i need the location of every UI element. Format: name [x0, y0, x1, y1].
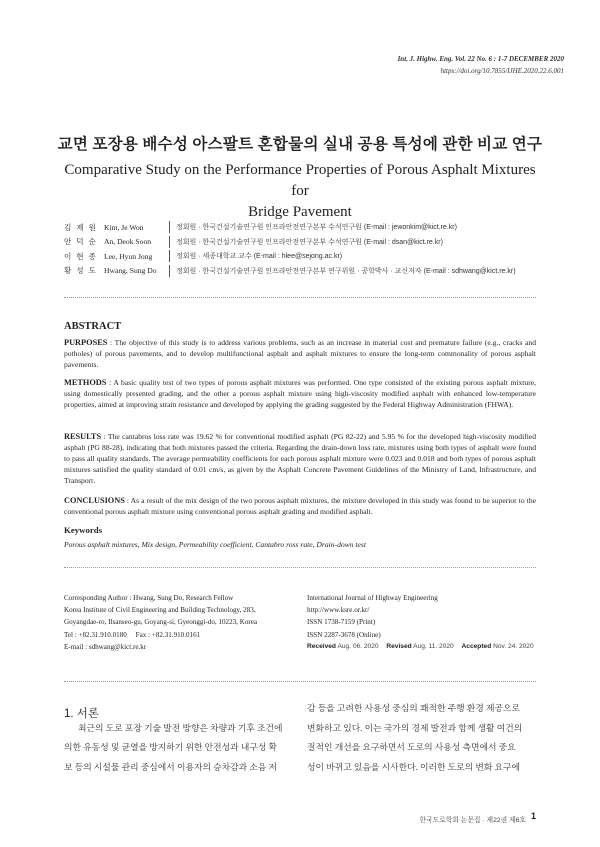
- author-name-ko: 황 성 도: [64, 266, 98, 276]
- divider: [169, 250, 170, 262]
- correspondence-email[interactable]: E-mail : sdhwang@kict.re.kr: [64, 642, 147, 651]
- abstract-purposes: [64, 337, 536, 370]
- keywords-text: Porous asphalt mixtures, Mix design, Permeability coefficient, Cantabro ross rate, Drain-down test: [64, 540, 366, 549]
- issn-online: ISSN 2287-3678 (Online): [307, 630, 381, 639]
- divider-dotted: [64, 567, 536, 568]
- body-column-left: [78, 719, 294, 739]
- divider-dotted: [64, 681, 536, 682]
- section-title: 1. 서론: [64, 708, 100, 720]
- divider: [169, 221, 170, 233]
- author-name-ko: 이 현 종: [64, 251, 98, 261]
- journal-info-block: [307, 592, 547, 653]
- title-korean: 교면 포장용 배수성 아스팔트 혼합물의 실내 공용 특성에 관한 비교 연구: [57, 136, 543, 153]
- revised-date: Aug. 11. 2020: [413, 642, 454, 650]
- body-line: 성이 바뀌고 있음을 시사한다. 이러한 도로의 변화 요구에: [307, 761, 521, 772]
- body-line: 질적인 개선을 요구하면서 도로의 사용성 측면에서 중요: [307, 742, 516, 752]
- author-affiliation: 정회원 · 한국건설기술연구원 인프라안전연구본부 수석연구원 (E-mail : dsan@kict.re.kr): [176, 238, 443, 246]
- correspondence-line: Korea Institute of Civil Engineering and Building Technology, 283,: [64, 606, 256, 615]
- methods-text: : A basic quality test of two types of porous asphalt mixtures was performed. One type consisted of the existing porous asphalt mixture, using domestically presented grading, and the other a porous asphalt mixture using high-viscosity modified asphalt with enhanced low-temperature properties, aimed at improving strain resistance and developed by applying the grading suggested by the Federal Highway Administration (FHWA).: [64, 378, 536, 409]
- review-dates: [307, 641, 547, 653]
- author-list: [64, 220, 516, 278]
- title-english-line2: Bridge Pavement: [248, 204, 352, 220]
- author-name-en: An, Deok Soon: [104, 237, 152, 247]
- author-name-ko: 김 제 원: [64, 222, 98, 232]
- divider: [169, 236, 170, 248]
- accepted-date: Nov. 24. 2020: [493, 642, 534, 650]
- revised-label: Revised: [386, 642, 412, 650]
- author-name-en: Kim, Je Won: [104, 222, 144, 232]
- keywords-heading: Keywords: [64, 525, 103, 535]
- page-number: 1: [530, 811, 536, 821]
- issn-print: ISSN 1738-7159 (Print): [307, 618, 376, 627]
- body-line: 감 등을 고려한 사용성 중심의 쾌적한 주행 환경 제공으로: [307, 703, 521, 713]
- author-name-ko: 안 덕 순: [64, 237, 98, 247]
- results-label: RESULTS: [64, 432, 102, 441]
- purposes-text: : The objective of this study is to address various problems, such as an increase in material cost and premature failure (e.g., cracks and potholes) of porous pavements, and to develop multifunctional asphalt and asphalt mixtures to ensure the long-term commonality of porous asphalt pavements.: [64, 338, 536, 369]
- author-row: [64, 249, 516, 264]
- received-date: Aug. 06. 2020: [337, 642, 379, 650]
- footer-journal-issue: 한국도로학회 논문집 · 제22권 제6호: [419, 817, 526, 824]
- correspondence-line: Tel : +82.31.910.0180 Fax : +82.31.910.0161: [64, 630, 201, 639]
- abstract-results: [64, 431, 536, 486]
- correspondence-line: Corresponding Author : Hwang, Sung Do, Research Fellow: [64, 594, 234, 602]
- divider: [169, 265, 170, 277]
- body-column-right: [307, 699, 537, 777]
- body-line: 최근의 도로 포장 기술 발전 방향은 차량과 기후 조건에: [78, 723, 283, 733]
- correspondence-line: Goyangdae-ro, Ilsanseo-gu, Goyang-si, Gyeonggi-do, 10223, Korea: [64, 618, 258, 627]
- author-name-en: Hwang, Sung Do: [104, 266, 157, 276]
- author-affiliation: 정회원 · 한국건설기술연구원 인프라안전연구본부 수석연구원 (E-mail : jewonkim@kict.re.kr): [176, 224, 457, 232]
- abstract-heading: ABSTRACT: [64, 321, 122, 332]
- title-english-line1: Comparative Study on the Performance Properties of Porous Asphalt Mixtures for: [64, 162, 536, 199]
- divider-dotted: [64, 297, 536, 298]
- journal-citation: Int. J. Highw. Eng. Vol. 22 No. 6 : 1-7 DECEMBER 2020: [397, 55, 564, 63]
- correspondence-block: [64, 592, 304, 653]
- author-row: [64, 235, 516, 250]
- abstract-methods: [64, 377, 536, 410]
- body-column-left-cont: [64, 738, 294, 777]
- conclusions-label: CONCLUSIONS: [64, 496, 125, 505]
- conclusions-text: : As a result of the mix design of the two porous asphalt mixtures, the mixture developed in this study was found to be superior to the conventional porous asphalt mixture using conventional porous asphalt grading and modified asphalt.: [64, 496, 536, 516]
- author-row: [64, 264, 516, 279]
- abstract-conclusions: [64, 495, 536, 517]
- body-line: 변화하고 있다. 이는 국가의 경제 발전과 함께 생활 여건의: [307, 722, 523, 733]
- journal-url[interactable]: http://www.ksre.or.kr/: [307, 606, 370, 615]
- purposes-label: PURPOSES: [64, 338, 108, 347]
- title-english: [60, 160, 540, 223]
- journal-name: International Journal of Highway Engineering: [307, 594, 438, 602]
- methods-label: METHODS: [64, 378, 107, 387]
- received-label: Received: [307, 642, 336, 650]
- doi-link[interactable]: https://doi.org/10.7855/IJHE.2020.22.6.001: [440, 67, 564, 75]
- results-text: : The cantabros loss rate was 19.62 % for conventional modified asphalt (PG 82-22) and 5.95 % for the developed high-viscosity modified asphalt (PG 88-28), indicating that both mixtures passed the criteria. Regarding the drain-down loss rate, mixtures using both types of asphalt were found to pass all quality standards. The average permeability coefficients for each porous asphalt mixture were 0.023 and 0.018 and both types of porous asphalt mixtures satisfied the quality standard of 0.01 cm/s, as given by the Asphalt Concrete Pavement Guidelines of the Ministry of Land, Infrastructure, and Transport.: [64, 432, 536, 485]
- body-line: 의한 유동성 및 균열을 방지하기 위한 안전성과 내구성 확: [64, 742, 278, 752]
- author-name-en: Lee, Hyun Jong: [104, 251, 153, 261]
- author-affiliation: 정회원 · 한국건설기술연구원 인프라안전연구본부 연구위원 · 공학박사 · 교신저자 (E-mail : sdhwang@kict.re.kr): [176, 267, 516, 275]
- body-line: 보 등의 시설물 관리 중심에서 이용자의 승차감과 소음 저: [64, 761, 278, 772]
- author-affiliation: 정회원 · 세종대학교 교수 (E-mail : hlee@sejong.ac.kr): [176, 253, 343, 261]
- accepted-label: Accepted: [461, 642, 492, 650]
- author-row: [64, 220, 516, 235]
